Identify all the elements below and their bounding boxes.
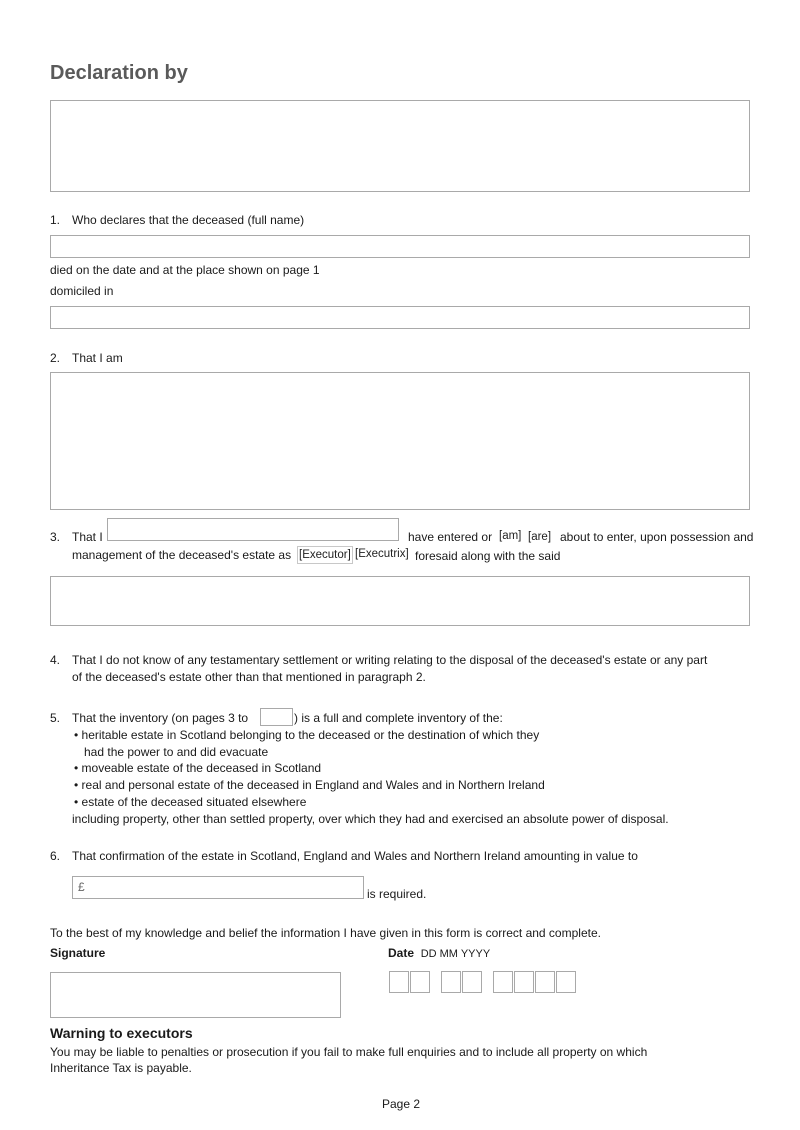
along-with-field[interactable] (50, 576, 750, 626)
page-number: Page 2 (382, 1097, 421, 1111)
page-title: Declaration by (50, 62, 188, 84)
date-label-group (388, 945, 490, 962)
warning-line1: You may be liable to penalties or prosecution if you fail to make full enquiries and to include all property on which (50, 1045, 648, 1059)
q5-bullet-4: • estate of the deceased situated elsewhere (74, 795, 307, 809)
declarant-name-field[interactable] (50, 100, 750, 192)
q1-died-text: died on the date and at the place shown on page 1 (50, 263, 320, 277)
bullet-text: estate of the deceased situated elsewhere (81, 795, 307, 809)
executrix-option[interactable]: [Executrix] (355, 548, 409, 560)
q5-number: 5. (50, 711, 61, 725)
q3-management-text: management of the deceased's estate as (72, 548, 292, 562)
date-year-3[interactable] (535, 971, 555, 993)
date-month-1[interactable] (441, 971, 461, 993)
bullet-text: moveable estate of the deceased in Scotland (81, 761, 322, 775)
q5-bullet-2: • moveable estate of the deceased in Scotland (74, 761, 322, 775)
pound-sign: £ (78, 880, 85, 894)
q3-that-i: That I (72, 530, 103, 544)
date-day-1[interactable] (389, 971, 409, 993)
bullet-text: real and personal estate of the deceased in England and Wales and in Northern Ireland (81, 778, 545, 792)
q2-text: That I am (72, 351, 123, 365)
signature-field[interactable] (50, 972, 341, 1018)
q5-bullet-1: • heritable estate in Scotland belonging to the deceased or the destination of which they (74, 728, 540, 742)
confirmation-value-field[interactable] (72, 876, 364, 899)
date-month-2[interactable] (462, 971, 482, 993)
q1-text: Who declares that the deceased (full name) (72, 213, 305, 227)
domiciled-in-field[interactable] (50, 306, 750, 329)
date-format: DD MM YYYY (420, 948, 491, 960)
date-year-1[interactable] (493, 971, 513, 993)
am-option[interactable]: [am] (499, 530, 522, 542)
date-year-2[interactable] (514, 971, 534, 993)
warning-title: Warning to executors (50, 1025, 193, 1041)
q2-number: 2. (50, 351, 61, 365)
q3-about-text: about to enter, upon possession and (560, 530, 754, 544)
q1-number: 1. (50, 213, 61, 227)
date-label: Date (388, 946, 415, 960)
q3-number: 3. (50, 530, 61, 544)
q6-required-text: is required. (367, 887, 427, 901)
signature-label: Signature (50, 946, 106, 960)
date-year-4[interactable] (556, 971, 576, 993)
q4-number: 4. (50, 653, 61, 667)
warning-line2: Inheritance Tax is payable. (50, 1061, 192, 1075)
q4-line2: of the deceased's estate other than that mentioned in paragraph 2. (72, 670, 426, 684)
belief-text: To the best of my knowledge and belief the information I have given in this form is correct and complete. (50, 926, 601, 940)
q3-foresaid-text: foresaid along with the said (415, 549, 561, 563)
q5-inventory-prefix: That the inventory (on pages 3 to (72, 711, 249, 725)
q3-name-field[interactable] (107, 518, 399, 541)
inventory-last-page-field[interactable] (260, 708, 293, 726)
q6-number: 6. (50, 849, 61, 863)
deceased-full-name-field[interactable] (50, 235, 750, 258)
q5-inventory-suffix: ) is a full and complete inventory of the: (294, 711, 503, 725)
q5-bullet-3: • real and personal estate of the deceased in England and Wales and in Northern Ireland (74, 778, 545, 792)
q6-text: That confirmation of the estate in Scotland, England and Wales and Northern Ireland amounting in value to (72, 849, 638, 863)
bullet-text: heritable estate in Scotland belonging to the deceased or the destination of which they (81, 728, 540, 742)
q4-line1: That I do not know of any testamentary settlement or writing relating to the disposal of the deceased's estate or any part (72, 653, 708, 667)
are-option[interactable]: [are] (528, 531, 552, 543)
executor-option[interactable]: [Executor] (297, 546, 353, 564)
date-day-2[interactable] (410, 971, 430, 993)
q5-bullet-1-cont: had the power to and did evacuate (84, 745, 269, 759)
q1-domiciled-text: domiciled in (50, 284, 114, 298)
q5-closing: including property, other than settled property, over which they had and exercised an absolute power of disposal. (72, 812, 669, 826)
q3-entered-text: have entered or (408, 530, 493, 544)
that-i-am-field[interactable] (50, 372, 750, 510)
